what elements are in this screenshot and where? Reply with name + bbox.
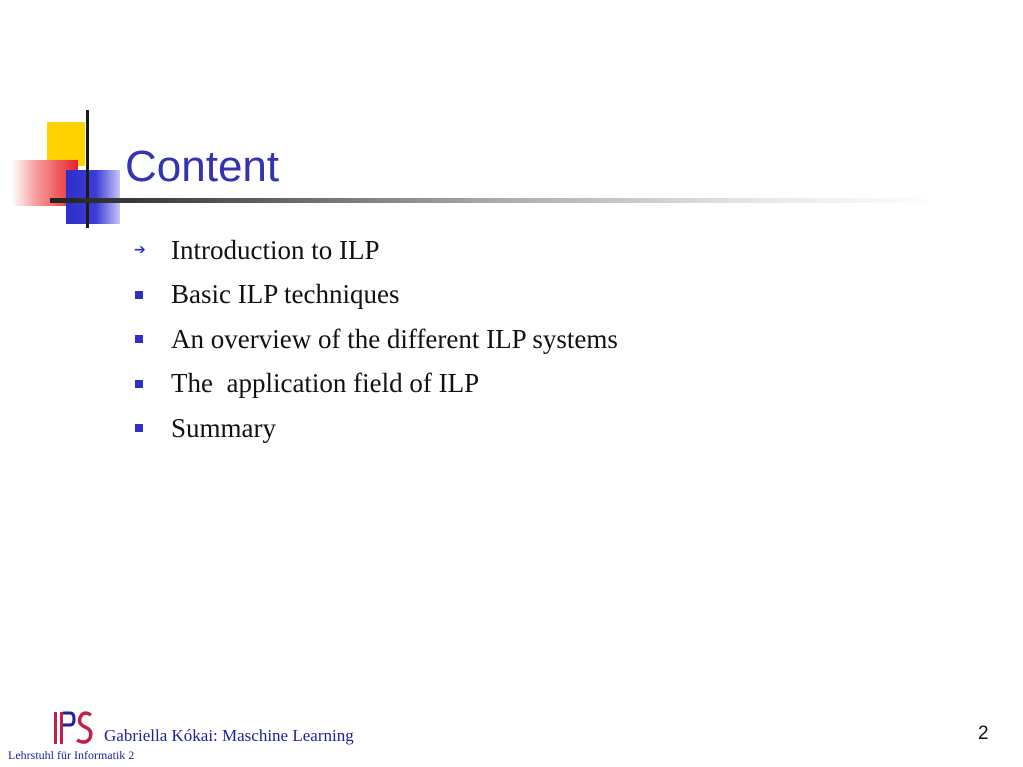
bullet-item: [132, 228, 618, 273]
title-underline: [50, 198, 940, 203]
bullet-item: [132, 362, 618, 407]
bullet-text: The application field of ILP: [171, 368, 480, 399]
decorative-vertical-line: [86, 110, 89, 228]
decorative-blue-square: [66, 170, 120, 224]
bullet-item: [132, 273, 618, 318]
bullet-text: Introduction to ILP: [171, 234, 380, 265]
bullet-item: [132, 317, 618, 362]
footer-department: Lehrstuhl für Informatik 2: [8, 748, 135, 762]
slide-title: Content: [125, 142, 280, 191]
lps-logo-icon: [53, 711, 95, 745]
square-bullet-icon: [132, 335, 171, 343]
square-bullet-icon: [132, 291, 171, 299]
bullet-text: Basic ILP techniques: [171, 279, 400, 310]
arrow-bullet-icon: ➔: [134, 242, 146, 259]
bullet-text: An overview of the different ILP systems: [171, 323, 618, 354]
bullet-item: [132, 406, 618, 451]
footer-author: Gabriella Kókai: Maschine Learning: [104, 726, 354, 745]
bullet-text: Summary: [171, 412, 276, 443]
page-number: 2: [978, 723, 989, 744]
bullet-list: [132, 228, 618, 451]
square-bullet-icon: [132, 380, 171, 388]
square-bullet-icon: [132, 424, 171, 432]
